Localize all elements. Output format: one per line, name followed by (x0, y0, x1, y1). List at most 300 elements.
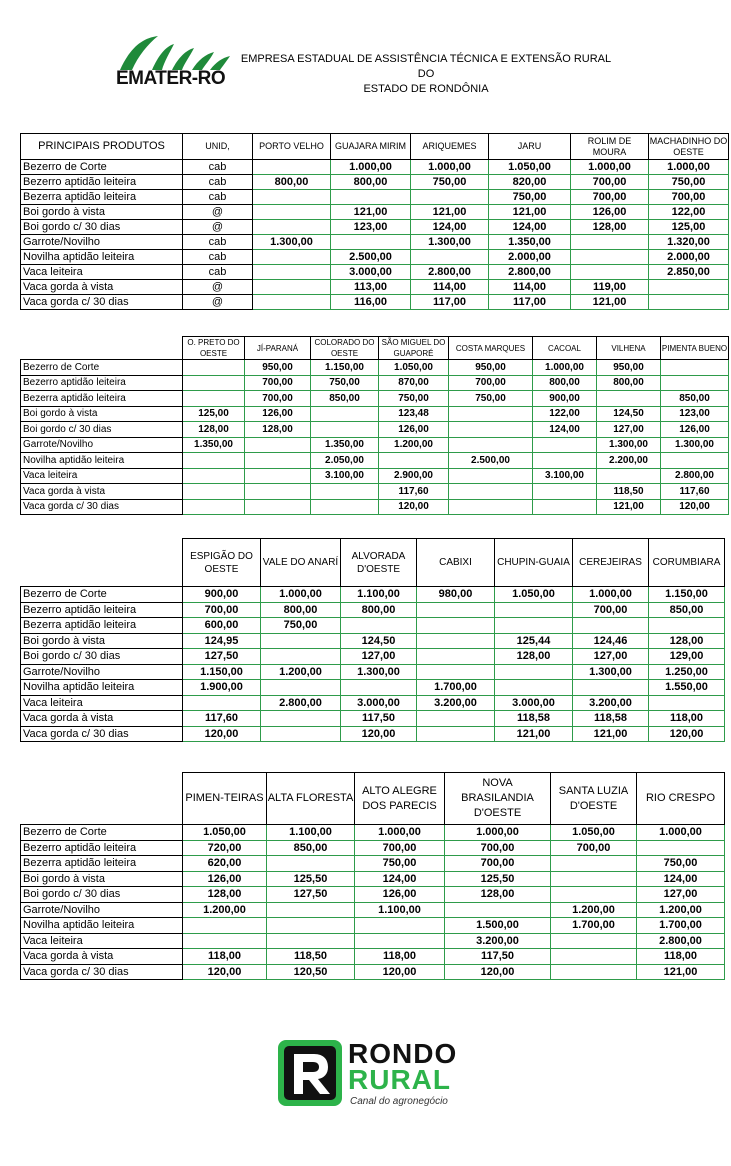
product-label: Vaca gorda à vista (21, 484, 183, 500)
price-cell: 121,00 (411, 205, 489, 220)
price-cell (495, 680, 573, 696)
price-cell: 1.000,00 (355, 825, 445, 841)
price-cell (495, 664, 573, 680)
price-cell: 850,00 (649, 602, 725, 618)
price-table-1 (20, 133, 729, 310)
price-cell: 870,00 (379, 375, 449, 391)
product-label: Vaca leiteira (21, 265, 183, 280)
price-cell: 700,00 (183, 602, 261, 618)
table-row (21, 918, 725, 934)
table-row (21, 949, 725, 965)
price-cell (573, 618, 649, 634)
column-header-3: ALTO ALEGRE DOS PARECIS (355, 773, 445, 825)
price-cell: 126,00 (183, 871, 267, 887)
price-cell: 1.100,00 (267, 825, 355, 841)
column-header-3: ALVORADA D'OESTE (341, 539, 417, 587)
price-cell (449, 499, 533, 515)
price-cell: 2.800,00 (489, 265, 571, 280)
price-cell: 700,00 (449, 375, 533, 391)
price-cell (551, 949, 637, 965)
price-cell (183, 933, 267, 949)
product-label: Garrote/Novilho (21, 235, 183, 250)
column-header-2: ALTA FLORESTA (267, 773, 355, 825)
price-cell (253, 190, 331, 205)
table-row (21, 484, 729, 500)
price-cell: 1.000,00 (637, 825, 725, 841)
product-label: Boi gordo à vista (21, 205, 183, 220)
price-cell (183, 695, 261, 711)
column-header-1: UNID, (183, 134, 253, 160)
price-cell (331, 235, 411, 250)
price-cell (533, 484, 597, 500)
price-cell: 124,00 (489, 220, 571, 235)
price-cell: 1.050,00 (379, 360, 449, 376)
table-row (21, 633, 725, 649)
price-cell: 800,00 (341, 602, 417, 618)
price-cell: 118,00 (355, 949, 445, 965)
table-header-row (21, 134, 729, 160)
price-cell: 120,00 (649, 726, 725, 742)
price-cell: 3.200,00 (417, 695, 495, 711)
price-cell: 114,00 (489, 280, 571, 295)
price-cell (261, 711, 341, 727)
price-cell: 2.200,00 (597, 453, 661, 469)
price-cell: 118,00 (649, 711, 725, 727)
table-row (21, 695, 725, 711)
price-cell: 1.350,00 (311, 437, 379, 453)
price-cell (311, 422, 379, 438)
price-cell: 700,00 (445, 856, 551, 872)
price-cell: 128,00 (245, 422, 311, 438)
price-cell: 119,00 (571, 280, 649, 295)
price-cell: 118,50 (597, 484, 661, 500)
price-cell: 700,00 (573, 602, 649, 618)
price-cell (183, 391, 245, 407)
price-cell: 750,00 (311, 375, 379, 391)
table-row (21, 437, 729, 453)
price-cell (253, 295, 331, 310)
product-label: Boi gordo c/ 30 dias (21, 887, 183, 903)
product-label: Boi gordo c/ 30 dias (21, 422, 183, 438)
unit-cell: cab (183, 175, 253, 190)
table-row (21, 220, 729, 235)
price-cell (183, 484, 245, 500)
price-cell: 117,60 (661, 484, 729, 500)
price-cell (417, 633, 495, 649)
price-cell (183, 453, 245, 469)
column-header-7: MACHADINHO DO OESTE (649, 134, 729, 160)
table-row (21, 422, 729, 438)
price-cell (245, 499, 311, 515)
price-cell: 980,00 (417, 587, 495, 603)
price-cell: 113,00 (331, 280, 411, 295)
price-cell (253, 160, 331, 175)
price-cell: 900,00 (533, 391, 597, 407)
price-cell: 126,00 (661, 422, 729, 438)
product-label: Vaca gorda à vista (21, 949, 183, 965)
price-cell (253, 220, 331, 235)
price-cell: 123,48 (379, 406, 449, 422)
price-cell: 2.800,00 (637, 933, 725, 949)
price-cell: 800,00 (261, 602, 341, 618)
price-cell: 128,00 (649, 633, 725, 649)
unit-cell: cab (183, 250, 253, 265)
price-cell (245, 468, 311, 484)
price-cell: 116,00 (331, 295, 411, 310)
price-cell (341, 618, 417, 634)
price-cell (267, 933, 355, 949)
price-cell: 120,00 (445, 964, 551, 980)
price-cell: 124,00 (533, 422, 597, 438)
product-label: Novilha aptidão leiteira (21, 250, 183, 265)
column-header-6: CEREJEIRAS (573, 539, 649, 587)
price-cell: 2.800,00 (411, 265, 489, 280)
price-cell: 117,60 (183, 711, 261, 727)
price-cell (253, 250, 331, 265)
price-cell: 1.100,00 (355, 902, 445, 918)
price-cell (661, 453, 729, 469)
price-cell: 2.850,00 (649, 265, 729, 280)
table-header-row (21, 773, 725, 825)
price-table-2 (20, 336, 729, 515)
price-cell (253, 280, 331, 295)
price-cell: 750,00 (355, 856, 445, 872)
price-cell: 3.200,00 (573, 695, 649, 711)
table-row (21, 726, 725, 742)
table-row (21, 235, 729, 250)
table-row (21, 499, 729, 515)
price-cell: 129,00 (649, 649, 725, 665)
price-cell: 121,00 (495, 726, 573, 742)
table-row (21, 680, 725, 696)
price-cell: 1.300,00 (597, 437, 661, 453)
product-label: Vaca gorda c/ 30 dias (21, 499, 183, 515)
price-cell: 800,00 (533, 375, 597, 391)
column-header-7: VILHENA (597, 337, 661, 360)
unit-cell: @ (183, 280, 253, 295)
table-header-row (21, 539, 725, 587)
price-cell (449, 484, 533, 500)
price-cell: 127,00 (341, 649, 417, 665)
price-cell: 600,00 (183, 618, 261, 634)
price-cell (355, 918, 445, 934)
price-cell: 128,00 (495, 649, 573, 665)
column-header-7: CORUMBIARA (649, 539, 725, 587)
price-cell: 820,00 (489, 175, 571, 190)
price-cell: 3.100,00 (311, 468, 379, 484)
price-cell (551, 964, 637, 980)
price-cell (449, 406, 533, 422)
price-cell: 128,00 (183, 422, 245, 438)
column-header-product: PRINCIPAIS PRODUTOS (21, 134, 183, 160)
price-cell: 118,00 (183, 949, 267, 965)
price-cell: 121,00 (571, 295, 649, 310)
price-cell: 120,00 (341, 726, 417, 742)
price-cell: 1.000,00 (573, 587, 649, 603)
price-cell (417, 664, 495, 680)
price-cell: 1.500,00 (445, 918, 551, 934)
price-cell: 124,50 (341, 633, 417, 649)
price-cell: 124,00 (637, 871, 725, 887)
product-label: Boi gordo c/ 30 dias (21, 649, 183, 665)
price-cell: 700,00 (571, 175, 649, 190)
price-cell (449, 422, 533, 438)
unit-cell: @ (183, 295, 253, 310)
product-label: Bezerro aptidão leiteira (21, 375, 183, 391)
price-cell: 2.800,00 (261, 695, 341, 711)
price-cell (331, 190, 411, 205)
price-cell (355, 933, 445, 949)
price-cell (417, 618, 495, 634)
price-cell: 750,00 (649, 175, 729, 190)
column-header-product (21, 539, 183, 587)
price-cell: 1.200,00 (379, 437, 449, 453)
price-cell: 700,00 (445, 840, 551, 856)
price-cell: 800,00 (253, 175, 331, 190)
price-cell (183, 360, 245, 376)
price-cell: 1.050,00 (495, 587, 573, 603)
price-cell: 118,58 (573, 711, 649, 727)
price-cell: 128,00 (571, 220, 649, 235)
price-cell: 123,00 (661, 406, 729, 422)
price-cell: 3.000,00 (331, 265, 411, 280)
company-name-line2: ESTADO DE RONDÔNIA (363, 83, 489, 95)
price-cell: 2.000,00 (649, 250, 729, 265)
price-cell (267, 856, 355, 872)
table-row (21, 664, 725, 680)
price-cell (551, 933, 637, 949)
product-label: Bezerro de Corte (21, 160, 183, 175)
price-cell: 750,00 (489, 190, 571, 205)
product-label: Novilha aptidão leiteira (21, 680, 183, 696)
price-cell (571, 250, 649, 265)
column-header-1: ESPIGÃO DO OESTE (183, 539, 261, 587)
price-cell (533, 499, 597, 515)
table-row (21, 602, 725, 618)
price-cell: 125,00 (183, 406, 245, 422)
column-header-4: SÃO MIGUEL DO GUAPORÉ (379, 337, 449, 360)
price-cell (449, 437, 533, 453)
price-cell: 620,00 (183, 856, 267, 872)
price-cell (417, 726, 495, 742)
price-cell (183, 918, 267, 934)
price-cell: 750,00 (261, 618, 341, 634)
table-row (21, 250, 729, 265)
price-cell (411, 190, 489, 205)
price-cell: 124,00 (355, 871, 445, 887)
price-cell: 950,00 (449, 360, 533, 376)
price-cell (379, 453, 449, 469)
price-cell (417, 602, 495, 618)
product-label: Vaca gorda c/ 30 dias (21, 964, 183, 980)
price-cell: 3.100,00 (533, 468, 597, 484)
product-label: Vaca gorda c/ 30 dias (21, 726, 183, 742)
price-cell (533, 453, 597, 469)
price-cell: 1.000,00 (411, 160, 489, 175)
table-row (21, 205, 729, 220)
price-cell (551, 887, 637, 903)
price-cell (261, 633, 341, 649)
price-cell: 950,00 (597, 360, 661, 376)
price-cell: 126,00 (571, 205, 649, 220)
price-cell: 2.900,00 (379, 468, 449, 484)
company-header (236, 52, 616, 97)
price-cell (311, 484, 379, 500)
table-row (21, 902, 725, 918)
price-cell (495, 602, 573, 618)
price-cell: 800,00 (331, 175, 411, 190)
column-header-3: COLORADO DO OESTE (311, 337, 379, 360)
price-cell: 128,00 (445, 887, 551, 903)
price-cell: 117,00 (489, 295, 571, 310)
price-cell: 800,00 (597, 375, 661, 391)
column-header-6: ROLIM DE MOURA (571, 134, 649, 160)
column-header-6: RIO CRESPO (637, 773, 725, 825)
price-cell: 1.050,00 (551, 825, 637, 841)
price-cell: 1.000,00 (533, 360, 597, 376)
price-cell: 117,50 (445, 949, 551, 965)
price-cell: 1.350,00 (183, 437, 245, 453)
price-cell (571, 265, 649, 280)
price-cell: 1.550,00 (649, 680, 725, 696)
price-cell: 700,00 (551, 840, 637, 856)
price-cell: 1.300,00 (411, 235, 489, 250)
price-cell: 125,50 (267, 871, 355, 887)
price-cell: 1.350,00 (489, 235, 571, 250)
product-label: Bezerro de Corte (21, 587, 183, 603)
price-cell: 700,00 (571, 190, 649, 205)
price-cell: 123,00 (331, 220, 411, 235)
product-label: Boi gordo à vista (21, 633, 183, 649)
price-cell: 1.000,00 (445, 825, 551, 841)
column-header-product (21, 773, 183, 825)
price-cell: 1.000,00 (261, 587, 341, 603)
column-header-4: NOVA BRASILANDIA D'OESTE (445, 773, 551, 825)
column-header-4: CABIXI (417, 539, 495, 587)
column-header-1: PIMEN-TEIRAS (183, 773, 267, 825)
product-label: Novilha aptidão leiteira (21, 453, 183, 469)
table-row (21, 618, 725, 634)
emater-logo-text: EMATER-RO (116, 68, 226, 89)
price-cell: 121,00 (331, 205, 411, 220)
price-cell: 850,00 (267, 840, 355, 856)
price-cell: 850,00 (661, 391, 729, 407)
price-cell: 2.000,00 (489, 250, 571, 265)
product-label: Garrote/Novilho (21, 664, 183, 680)
price-cell: 1.300,00 (573, 664, 649, 680)
table-row (21, 280, 729, 295)
price-cell (311, 406, 379, 422)
product-label: Boi gordo à vista (21, 871, 183, 887)
price-cell: 1.050,00 (489, 160, 571, 175)
price-cell: 700,00 (245, 375, 311, 391)
unit-cell: cab (183, 235, 253, 250)
unit-cell: @ (183, 220, 253, 235)
emater-logo (112, 34, 232, 90)
price-cell: 1.000,00 (649, 160, 729, 175)
price-cell: 1.150,00 (183, 664, 261, 680)
price-cell: 2.050,00 (311, 453, 379, 469)
price-cell: 127,50 (183, 649, 261, 665)
price-cell: 118,58 (495, 711, 573, 727)
price-cell: 3.200,00 (445, 933, 551, 949)
price-cell (597, 468, 661, 484)
price-cell: 124,50 (597, 406, 661, 422)
product-label: Vaca gorda à vista (21, 711, 183, 727)
column-header-2: VALE DO ANARÍ (261, 539, 341, 587)
price-cell (417, 711, 495, 727)
price-cell: 1.150,00 (649, 587, 725, 603)
price-cell (261, 649, 341, 665)
price-cell (183, 499, 245, 515)
price-cell: 1.150,00 (311, 360, 379, 376)
price-cell: 127,50 (267, 887, 355, 903)
product-label: Bezerro aptidão leiteira (21, 175, 183, 190)
table-row (21, 964, 725, 980)
rondo-logo-word2: RURAL (348, 1064, 451, 1095)
table-header-row (21, 337, 729, 360)
price-cell: 700,00 (649, 190, 729, 205)
price-cell (261, 726, 341, 742)
price-cell: 117,60 (379, 484, 449, 500)
price-cell: 700,00 (245, 391, 311, 407)
price-cell: 1.200,00 (183, 902, 267, 918)
price-cell: 1.700,00 (637, 918, 725, 934)
product-label: Garrote/Novilho (21, 437, 183, 453)
price-table-4 (20, 772, 725, 980)
price-cell: 126,00 (355, 887, 445, 903)
price-cell (661, 360, 729, 376)
price-table-3 (20, 538, 725, 742)
price-cell (341, 680, 417, 696)
column-header-4: ARIQUEMES (411, 134, 489, 160)
price-cell (551, 856, 637, 872)
product-label: Bezerra aptidão leiteira (21, 856, 183, 872)
table-row (21, 375, 729, 391)
product-label: Vaca leiteira (21, 695, 183, 711)
price-cell: 2.500,00 (449, 453, 533, 469)
column-header-5: SANTA LUZIA D'OESTE (551, 773, 637, 825)
product-label: Novilha aptidão leiteira (21, 918, 183, 934)
price-cell: 1.700,00 (417, 680, 495, 696)
product-label: Vaca gorda à vista (21, 280, 183, 295)
price-cell: 117,00 (411, 295, 489, 310)
price-cell: 1.700,00 (551, 918, 637, 934)
price-cell: 126,00 (245, 406, 311, 422)
rondo-rural-logo (278, 1040, 478, 1112)
price-cell (183, 468, 245, 484)
price-cell: 1.000,00 (331, 160, 411, 175)
price-cell (649, 280, 729, 295)
price-cell: 2.800,00 (661, 468, 729, 484)
unit-cell: cab (183, 265, 253, 280)
price-cell (445, 902, 551, 918)
product-label: Vaca gorda c/ 30 dias (21, 295, 183, 310)
price-cell (261, 680, 341, 696)
price-cell: 3.000,00 (341, 695, 417, 711)
table-row (21, 887, 725, 903)
column-header-3: GUAJARA MIRIM (331, 134, 411, 160)
column-header-2: JÍ-PARANÁ (245, 337, 311, 360)
price-cell: 120,50 (267, 964, 355, 980)
rondo-r-icon (278, 1040, 342, 1106)
table-row (21, 587, 725, 603)
price-cell: 122,00 (533, 406, 597, 422)
price-cell (551, 871, 637, 887)
table-row (21, 190, 729, 205)
product-label: Bezerro aptidão leiteira (21, 840, 183, 856)
product-label: Boi gordo c/ 30 dias (21, 220, 183, 235)
